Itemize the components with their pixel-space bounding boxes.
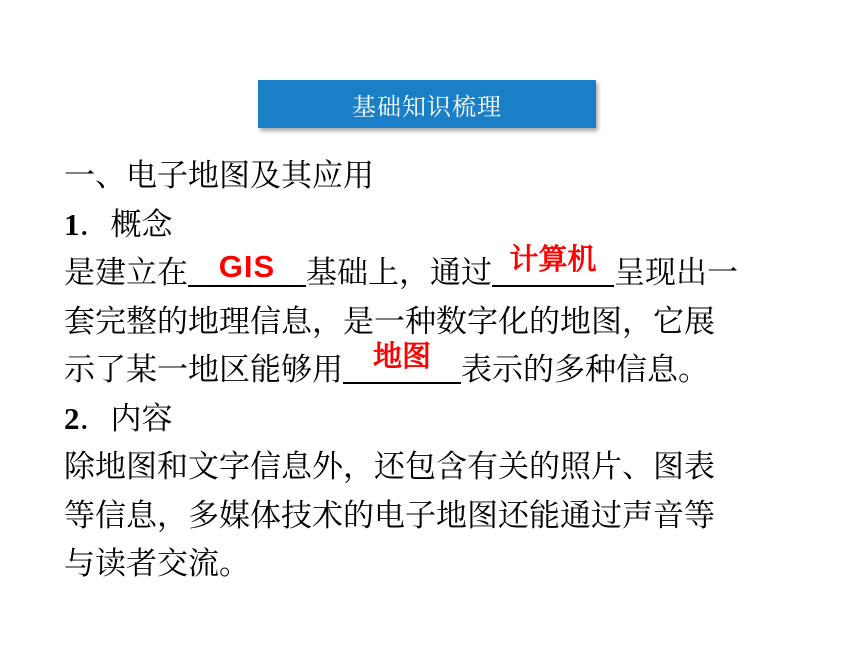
section-banner — [258, 80, 596, 128]
blank-gis — [188, 251, 306, 287]
definition-line-3 — [64, 339, 824, 395]
definition-text-a: 是建立在 — [64, 255, 188, 291]
item-2-label: ．内容 — [79, 400, 173, 437]
definition-line-2: 套完整的地理信息，是一种数字化的地图，它展 — [64, 303, 715, 340]
content-line-2: 等信息，多媒体技术的电子地图还能通过声音等 — [64, 497, 715, 534]
answer-computer: 计算机 — [509, 242, 597, 276]
slide-content — [64, 152, 824, 589]
item-1-number: 1 — [64, 206, 80, 242]
definition-text-c: 呈现出一 — [614, 255, 738, 291]
blank-map — [343, 339, 461, 384]
definition-text-e: 表示的多种信息。 — [461, 352, 709, 388]
banner-title: 基础知识梳理 — [352, 92, 502, 121]
item-2-number: 2 — [64, 400, 80, 436]
answer-gis: GIS — [218, 249, 276, 284]
definition-line-1 — [64, 242, 824, 298]
definition-text-b: 基础上，通过 — [306, 255, 492, 291]
item-2-heading — [64, 395, 824, 444]
content-line-3: 与读者交流。 — [64, 546, 250, 582]
answer-map: 地图 — [372, 339, 431, 373]
item-1-label: ．概念 — [79, 206, 173, 243]
blank-computer — [492, 242, 614, 287]
item-1-heading — [64, 201, 824, 250]
definition-text-d: 示了某一地区能够用 — [64, 352, 343, 388]
section-heading: 一、电子地图及其应用 — [64, 158, 374, 194]
content-line-1: 除地图和文字信息外，还包含有关的照片、图表 — [64, 449, 715, 485]
